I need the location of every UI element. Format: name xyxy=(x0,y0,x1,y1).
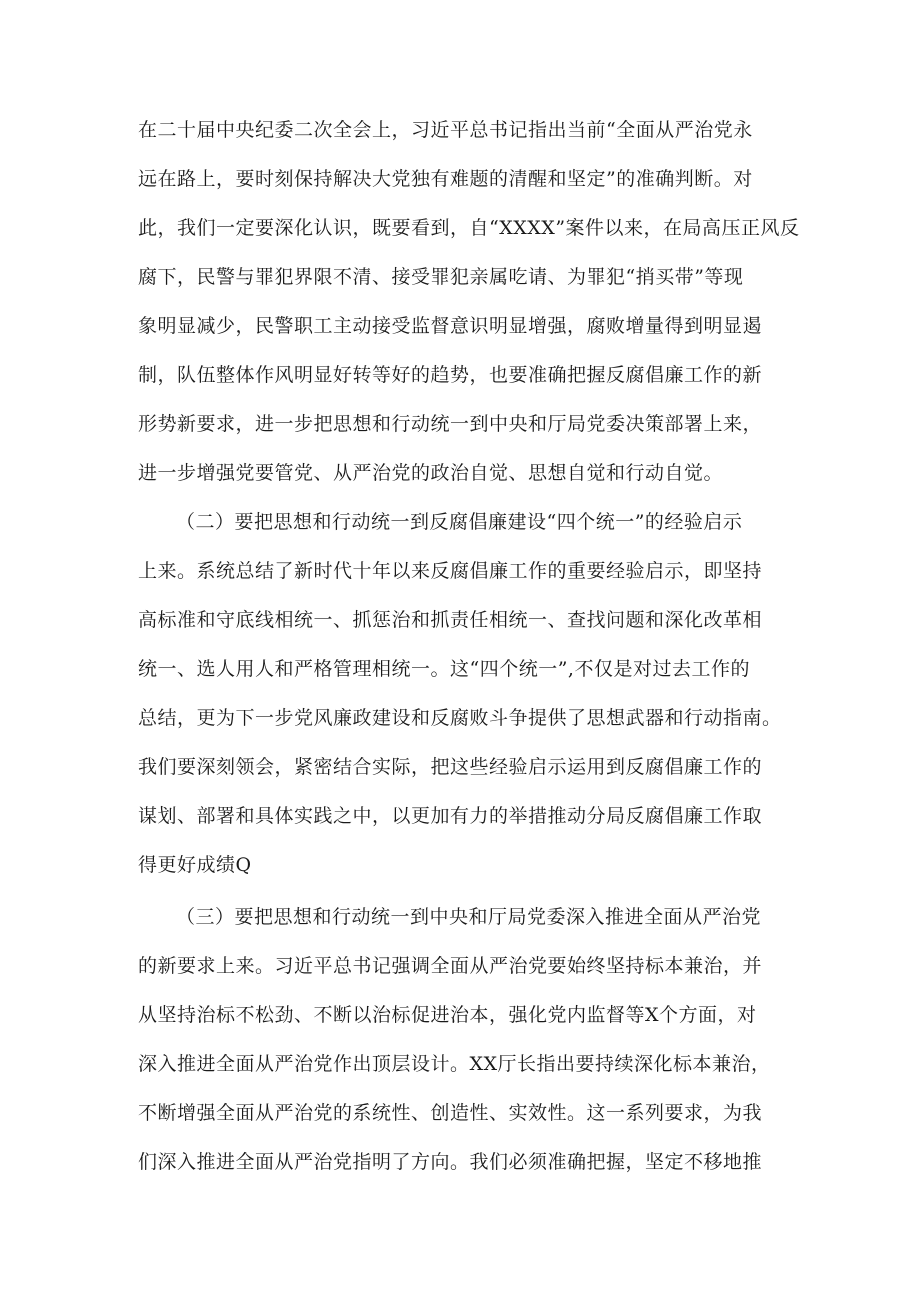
text-line: （二）要把思想和行动统一到反腐倡廉建设“四个统一”的经验启示 xyxy=(176,511,743,533)
text-line: （三）要把思想和行动统一到中央和厅局党委深入推进全面从严治党 xyxy=(176,906,762,928)
text-line: 高标准和守底线相统一、抓惩治和抓责任相统一、查找问题和深化改革相 xyxy=(138,609,763,631)
text-line: 此，我们一定要深化认识，既要看到，自“XXXX”案件以来，在局高压正风反 xyxy=(138,217,800,239)
text-line: 深入推进全面从严治党作出顶层设计。XX厅长指出要持续深化标本兼治， xyxy=(138,1053,771,1075)
text-line: 们深入推进全面从严治党指明了方向。我们必须准确把握，坚定不移地推 xyxy=(138,1151,763,1173)
text-line: 得更好成绩Q xyxy=(138,854,252,876)
text-line: 进一步增强党要管党、从严治党的政治自觉、思想自觉和行动自觉。 xyxy=(138,462,724,484)
text-line: 在二十届中央纪委二次全会上，习近平总书记指出当前“全面从严治党永 xyxy=(138,119,753,141)
text-line: 统一、选人用人和严格管理相统一。这“四个统一”,不仅是对过去工作的 xyxy=(138,658,750,680)
text-line: 上来。系统总结了新时代十年以来反腐倡廉工作的重要经验启示，即坚持 xyxy=(138,560,763,582)
text-line: 谋划、部署和具体实践之中，以更加有力的举措推动分局反腐倡廉工作取 xyxy=(138,805,763,827)
text-line: 不断增强全面从严治党的系统性、创造性、实效性。这一系列要求，为我 xyxy=(138,1102,763,1124)
text-line: 腐下，民警与罪犯界限不清、接受罪犯亲属吃请、为罪犯“捎买带”等现 xyxy=(138,266,744,288)
text-line: 制，队伍整体作风明显好转等好的趋势，也要准确把握反腐倡廉工作的新 xyxy=(138,364,763,386)
text-line: 从坚持治标不松劲、不断以治标促进治本，强化党内监督等X个方面，对 xyxy=(138,1004,757,1026)
text-line: 我们要深刻领会，紧密结合实际，把这些经验启示运用到反腐倡廉工作的 xyxy=(138,756,763,778)
text-line: 的新要求上来。习近平总书记强调全面从严治党要始终坚持标本兼治，并 xyxy=(138,955,763,977)
text-line: 象明显减少，民警职工主动接受监督意识明显增强，腐败增量得到明显遏 xyxy=(138,315,763,337)
text-line: 总结，更为下一步党风廉政建设和反腐败斗争提供了思想武器和行动指南。 xyxy=(138,707,782,729)
text-line: 形势新要求，进一步把思想和行动统一到中央和厅局党委决策部署上来， xyxy=(138,413,763,435)
text-line: 远在路上，要时刻保持解决大党独有难题的清醒和坚定”的准确判断。对 xyxy=(138,168,753,190)
